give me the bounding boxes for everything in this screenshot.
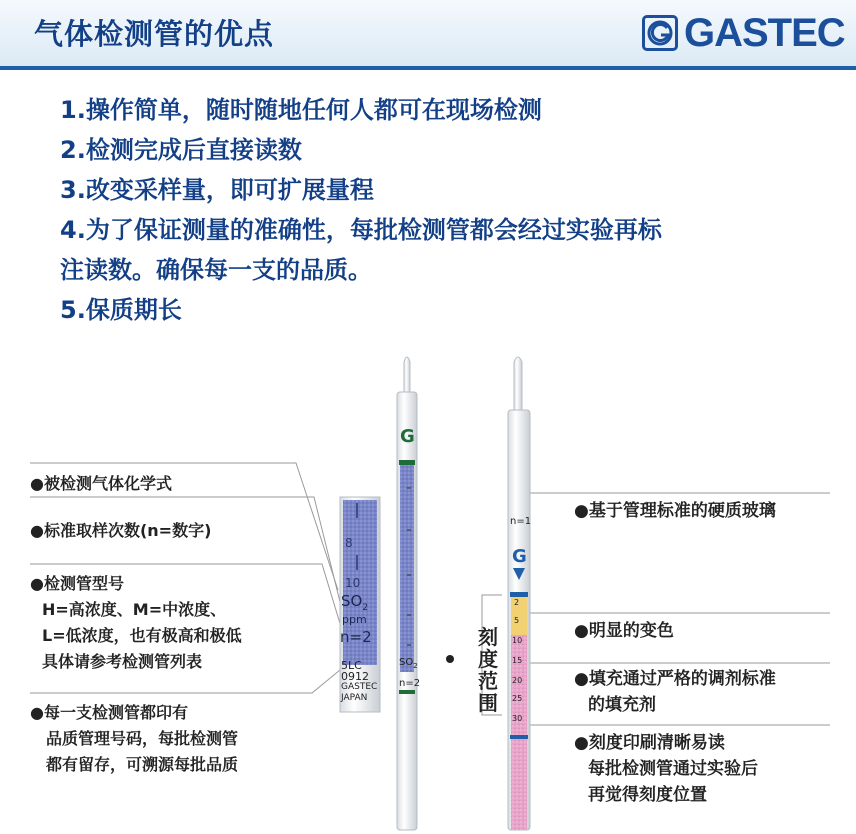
tube2-tick: 25 [512,694,523,703]
label-reagent-line2: 的填充剂 [588,695,656,715]
tube2-tick: 30 [512,714,523,723]
tube1-formula: $SO_2$ [399,657,418,670]
label-color-change: ●明显的变色 [574,621,674,641]
advantage-3: 3.改变采样量，即可扩展量程 [60,176,374,204]
closeup-origin: JAPAN [341,693,368,703]
scale-range-label: 刻度范围 [478,625,498,715]
label-lot-line3: 都有留存，可溯源每批品质 [46,755,239,774]
page-title: 气体检测管的优点 [34,17,275,51]
closeup-unit: ppm [342,613,367,626]
closeup-lot: 0912 [341,670,369,683]
advantage-5: 5.保质期长 [60,296,182,324]
tube-2 [508,357,530,830]
closeup-tick-10: 10 [345,576,361,590]
tube2-tick: 15 [512,656,523,665]
tube2-tick: 2 [514,598,520,607]
closeup-tick-8: 8 [345,536,353,550]
tube2-strokes: n=1 [510,516,532,527]
tube2-tick: 5 [514,616,520,625]
label-reagent-line1: ●填充通过严格的调剂标准 [574,669,776,689]
label-scale-line1: ●刻度印刷清晰易读 [574,733,725,753]
closeup-model: 5LC [341,659,362,672]
label-scale-line2: 每批检测管通过实验后 [588,759,758,779]
label-model-title: ●检测管型号 [30,574,124,593]
tube2-gastec-mark: G [512,546,527,567]
advantage-4: 4.为了保证测量的准确性，每批检测管都会经过实验再标 [60,216,662,244]
advantage-1: 1.操作简单，随时随地任何人都可在现场检测 [60,96,542,124]
advantage-4-continued: 注读数。确保每一支的品质。 [60,256,372,284]
label-scale-line3: 再觉得刻度位置 [588,785,707,805]
logo-text: GASTEC [684,10,845,55]
tube1-gastec-mark: G [400,426,415,447]
tube2-tick: 10 [512,636,523,645]
label-lot-line1: ●每一支检测管都印有 [30,703,188,722]
label-model-line2: L=低浓度，也有极高和极低 [42,626,242,645]
scale-range-dot [446,655,454,663]
label-lot-line2: 品质管理号码，每批检测管 [46,729,239,748]
advantage-2: 2.检测完成后直接读数 [60,136,302,164]
label-model-line3: 具体请参考检测管列表 [42,652,203,671]
tube1-strokes: n=2 [399,678,421,689]
label-hard-glass: ●基于管理标准的硬质玻璃 [574,501,776,521]
label-model-line1: H=高浓度、M=中浓度、 [42,600,227,619]
closeup-strokes: n=2 [340,628,372,646]
closeup-maker: GASTEC [341,682,378,692]
label-gas-formula: ●被检测气体化学式 [30,474,172,493]
label-standard-strokes: ●标准取样次数(n=数字) [30,521,212,540]
closeup-formula: $SO_2$ [341,592,369,613]
tube2-tick: 20 [512,676,523,685]
